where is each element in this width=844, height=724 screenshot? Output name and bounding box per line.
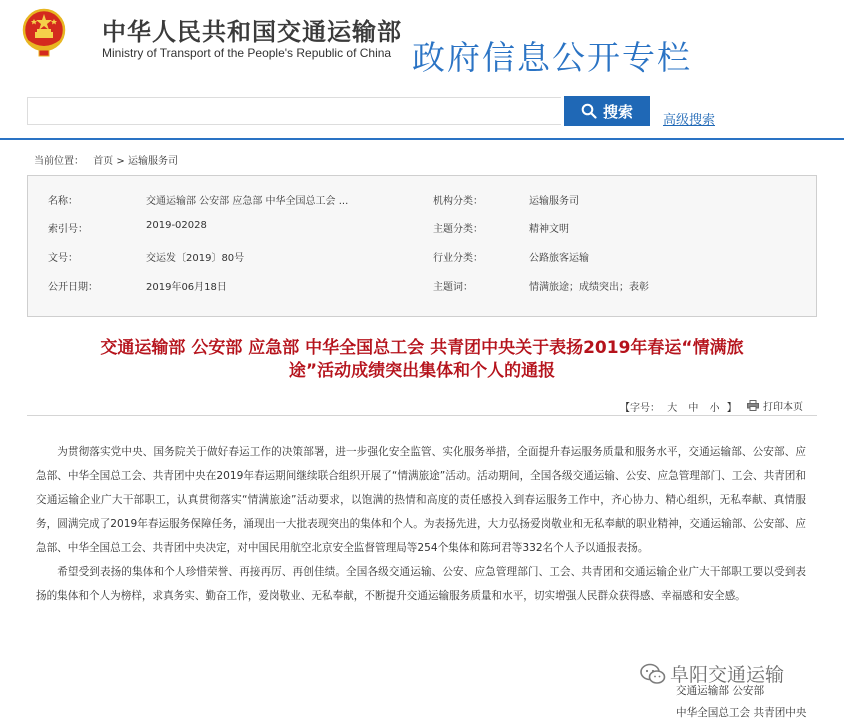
- document-title-line-1: 交通运输部 公安部 应急部 中华全国总工会 共青团中央关于表扬2019年春运“情满旅: [100, 338, 744, 358]
- document-title: [30, 337, 814, 383]
- print-page-label: 打印本页: [763, 402, 803, 413]
- meta-keywords-value: 情满旅途；成绩突出；表彰: [529, 282, 649, 293]
- breadcrumb-home-link[interactable]: 首页: [93, 156, 114, 167]
- meta-date-value: 2019年06月18日: [146, 282, 227, 293]
- meta-docno-value: 交运发〔2019〕80号: [146, 253, 245, 264]
- meta-topic-label: 主题分类：: [433, 224, 483, 235]
- printer-icon: [747, 400, 759, 411]
- meta-docno-label: 文号：: [48, 253, 78, 264]
- font-size-small[interactable]: 小: [709, 403, 720, 414]
- meta-org-value: 运输服务司: [529, 196, 579, 207]
- site-header: [0, 0, 844, 90]
- ministry-name-en: Ministry of Transport of the People's Republic of China: [102, 46, 392, 60]
- breadcrumb-current-link[interactable]: 运输服务司: [127, 156, 178, 167]
- body-paragraph-2: 希望受到表扬的集体和个人珍惜荣誉、再接再厉、再创佳绩。全国各级交通运输、公安、应急管理部门、工会、共青团和交通运输企业广大干部职工要以受到表扬的集体和个人为榜样，求真务实、勤奋工作，爱岗敬业、无私奉献，不断提升交通运输服务质量和水平，切实增强人民群众获得感、幸福感和安全感。: [36, 566, 806, 602]
- tools-divider: [27, 415, 817, 416]
- meta-topic-value: 精神文明: [529, 224, 569, 235]
- font-size-label: 【字号：: [620, 403, 660, 414]
- font-size-medium[interactable]: 中: [688, 403, 699, 414]
- meta-index-label: 索引号：: [48, 224, 88, 235]
- wechat-icon: [640, 663, 666, 685]
- wechat-watermark: [640, 660, 784, 687]
- watermark-text: 阜阳交通运输: [670, 664, 785, 686]
- print-page-button[interactable]: [747, 398, 803, 413]
- meta-name-label: 名称：: [48, 196, 78, 207]
- meta-name-value: 交通运输部 公安部 应急部 中华全国总工会 ...: [146, 196, 349, 207]
- meta-industry-label: 行业分类：: [433, 253, 483, 264]
- font-size-large[interactable]: 大: [667, 403, 678, 414]
- header-divider: [0, 138, 844, 140]
- breadcrumb-prefix: 当前位置：: [34, 156, 84, 167]
- signoff-line-2: 中华全国总工会 共青团中央: [676, 707, 807, 719]
- breadcrumb-separator: >: [116, 156, 125, 167]
- advanced-search-link[interactable]: 高级搜索: [663, 113, 716, 128]
- search-input[interactable]: [27, 97, 561, 125]
- column-title: 政府信息公开专栏: [412, 38, 692, 77]
- document-title-line-2: 途”活动成绩突出集体和个人的通报: [288, 361, 556, 381]
- search-button-label: 搜索: [602, 102, 633, 121]
- national-emblem-icon: [22, 8, 66, 58]
- document-body: [36, 440, 806, 608]
- font-size-close: 】: [726, 403, 737, 414]
- font-size-controls: [620, 399, 737, 414]
- document-metadata-panel: [27, 175, 817, 317]
- meta-index-value: 2019-02028: [146, 220, 207, 231]
- signoff-line-1: 交通运输部 公安部: [676, 685, 765, 697]
- meta-date-label: 公开日期：: [48, 282, 98, 293]
- meta-keywords-label: 主题词：: [433, 282, 473, 293]
- ministry-name-cn: 中华人民共和国交通运输部: [102, 18, 402, 46]
- search-icon: [581, 103, 597, 119]
- meta-industry-value: 公路旅客运输: [529, 253, 589, 264]
- meta-org-label: 机构分类：: [433, 196, 483, 207]
- search-button[interactable]: [564, 96, 650, 126]
- body-paragraph-1: 为贯彻落实党中央、国务院关于做好春运工作的决策部署，进一步强化安全监管、实化服务举措，全面提升春运服务质量和服务水平，交通运输部、公安部、应急部、中华全国总工会、共青团中央在2019年春运期间继续联合组织开展了“情满旅途”活动。活动期间，全国各级交通运输、公安、应急管理部门、工会、共青团和交通运输企业广大干部职工，认真贯彻落实“情满旅途”活动要求，以饱满的热情和高度的责任感投入到春运服务工作中，齐心协力、精心组织，无私奉献、真情服务，圆满完成了2019年春运服务保障任务，涌现出一大批表现突出的集体和个人。为表扬先进，大力弘扬爱岗敬业和无私奉献的职业精神，交通运输部、公安部、应急部、中华全国总工会、共青团中央决定，对中国民用航空北京安全监督管理局等254个集体和陈珂君等332名个人予以通报表扬。: [36, 446, 806, 554]
- breadcrumb: [34, 152, 178, 167]
